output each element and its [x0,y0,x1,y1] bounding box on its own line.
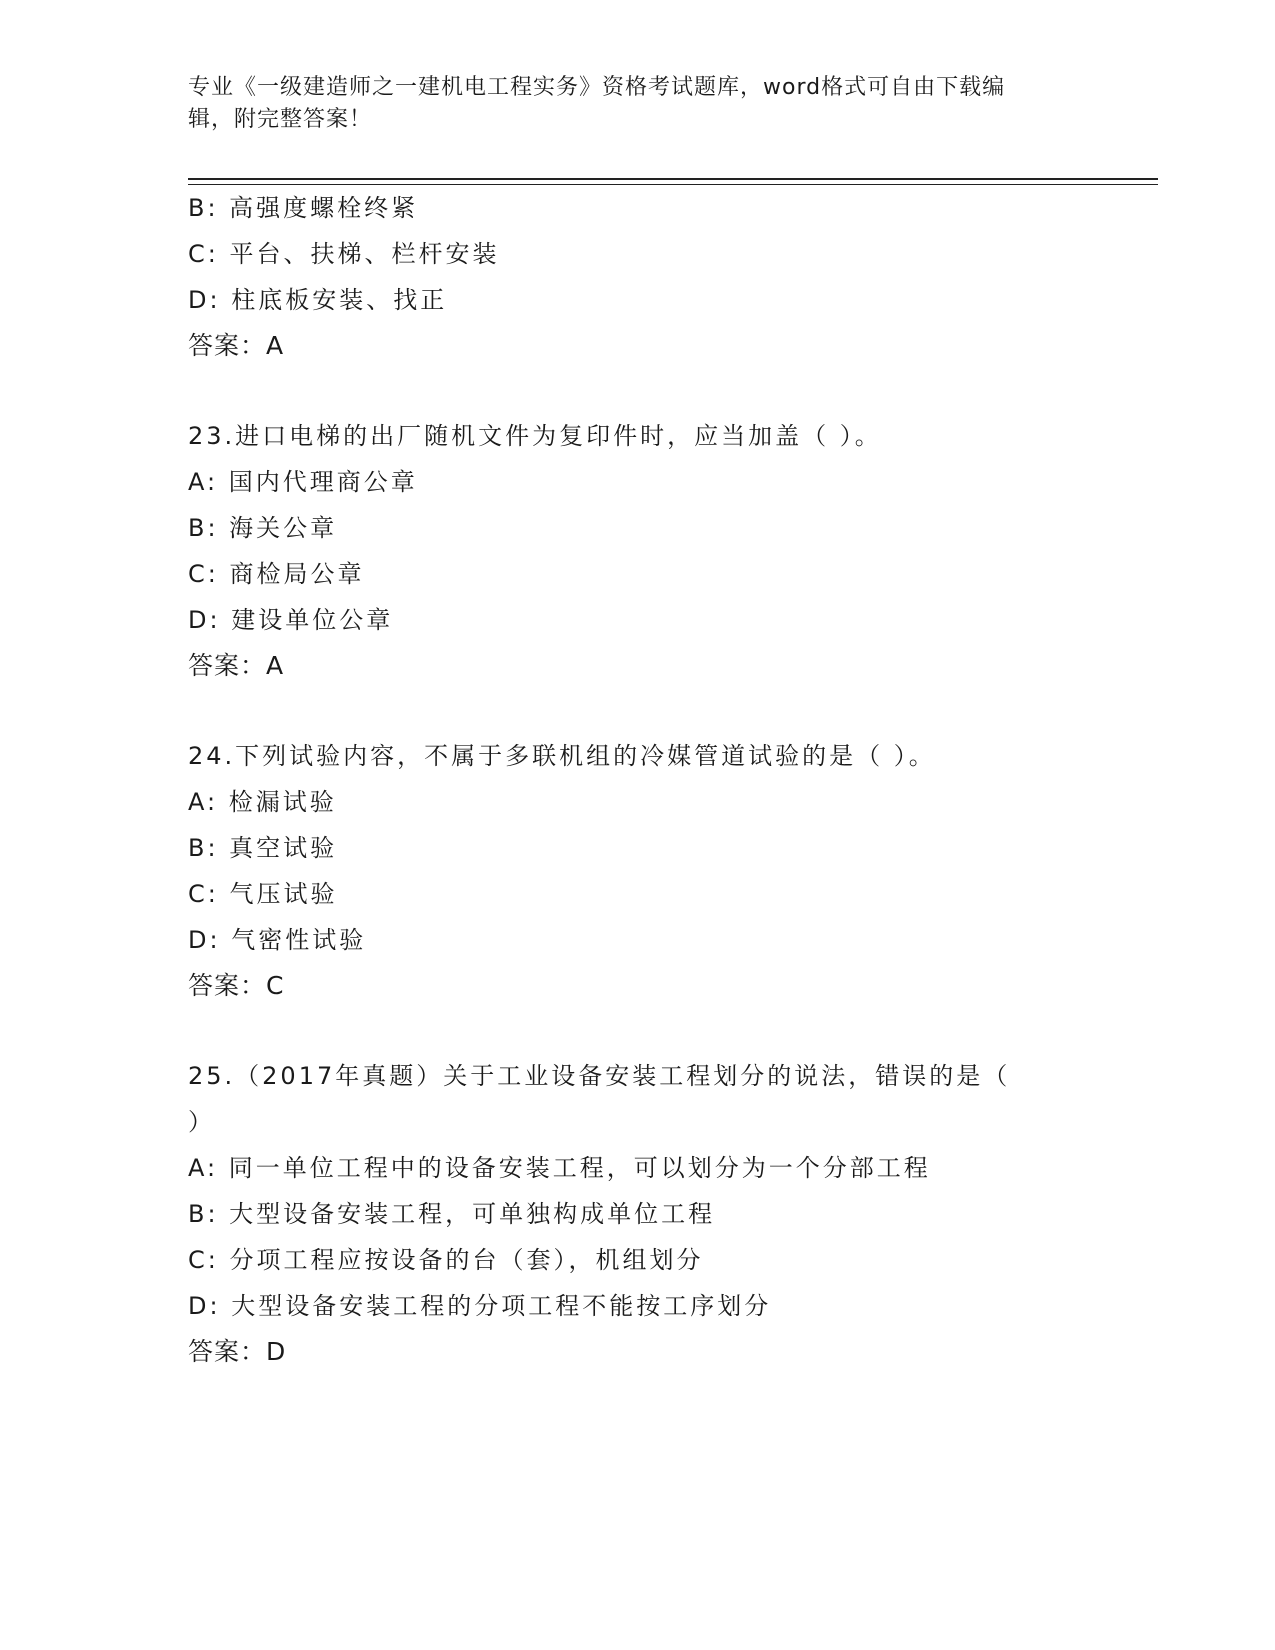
q23-question: 23.进口电梯的出厂随机文件为复印件时，应当加盖（ ）。 [188,422,882,450]
q23-option-d: D: 建设单位公章 [188,606,394,634]
q24-option-d: D: 气密性试验 [188,926,367,954]
q24-option-b: B: 真空试验 [188,834,338,862]
q24-option-c: C: 气压试验 [188,880,338,908]
q24-question: 24.下列试验内容，不属于多联机组的冷媒管道试验的是（ ）。 [188,742,936,770]
q24-option-a: A: 检漏试验 [188,788,337,816]
header-line-1: 专业《一级建造师之一建机电工程实务》资格考试题库，word格式可自由下载编 [188,75,1006,100]
q22-option-b: B: 高强度螺栓终紧 [188,194,419,222]
q22-option-d: D: 柱底板安装、找正 [188,286,448,314]
header-divider-thin [188,184,1158,185]
q25-question-line-1: 25.（2017年真题）关于工业设备安装工程划分的说法，错误的是（ [188,1062,1011,1090]
q22-option-c: C: 平台、扶梯、栏杆安装 [188,240,500,268]
q23-option-c: C: 商检局公章 [188,560,365,588]
document-header [188,72,1068,136]
q25-option-b: B: 大型设备安装工程，可单独构成单位工程 [188,1200,716,1228]
header-divider-thick [188,178,1158,180]
q25-option-c: C: 分项工程应按设备的台（套），机组划分 [188,1246,704,1274]
q23-option-a: A: 国内代理商公章 [188,468,418,496]
q25-option-a: A: 同一单位工程中的设备安装工程，可以划分为一个分部工程 [188,1154,931,1182]
q25-answer: 答案：D [188,1337,287,1366]
header-line-2: 辑，附完整答案！ [188,107,373,132]
q25-option-d: D: 大型设备安装工程的分项工程不能按工序划分 [188,1292,772,1320]
q23-answer: 答案：A [188,651,285,680]
q25-question-line-2: ） [188,1108,215,1136]
q23-option-b: B: 海关公章 [188,514,338,542]
q24-answer: 答案：C [188,971,285,1000]
q22-answer: 答案：A [188,331,285,360]
